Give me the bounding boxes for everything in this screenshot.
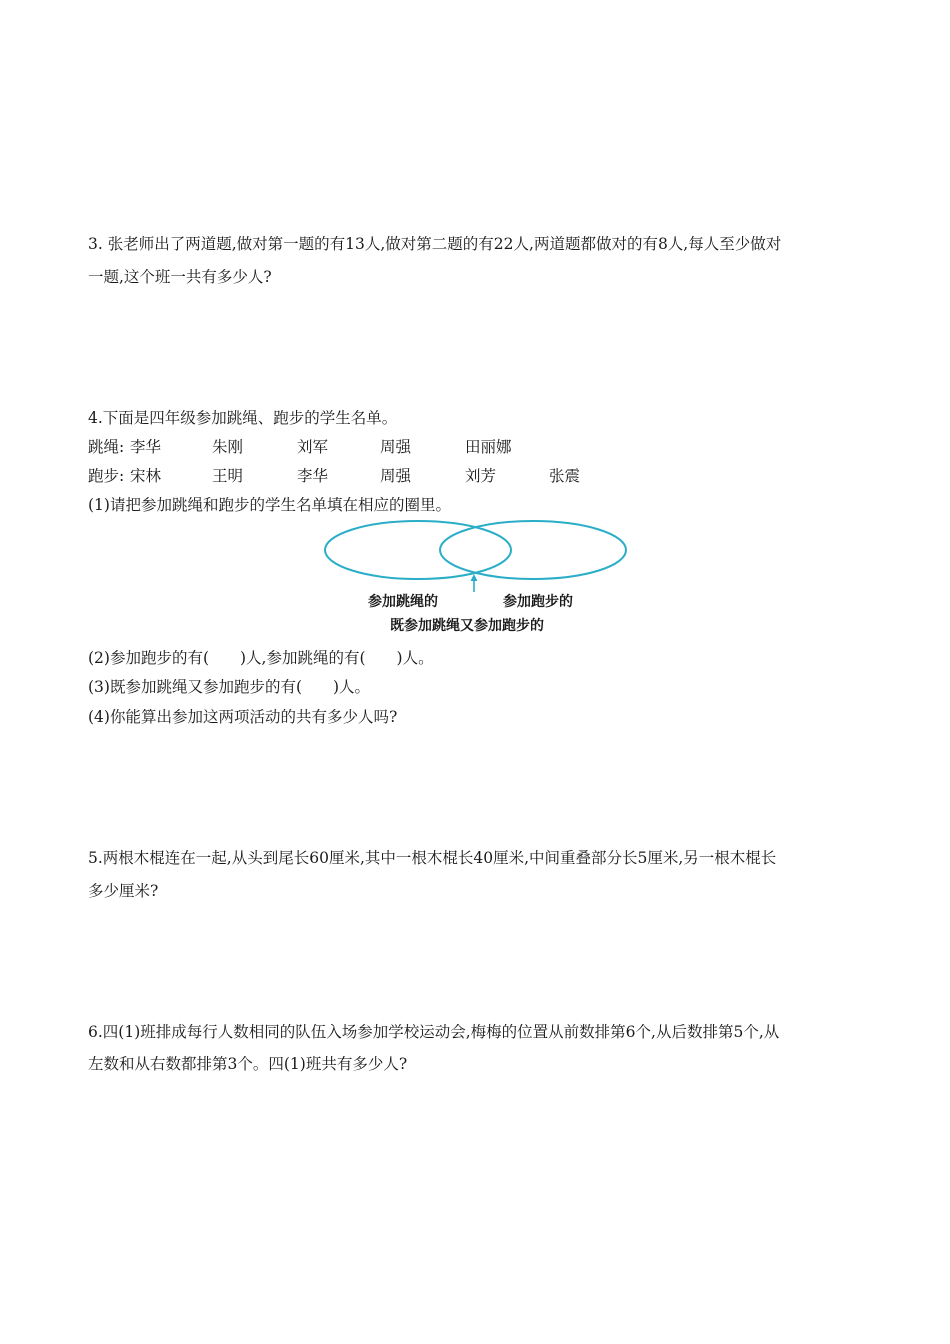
q5-line2: 多少厘米? <box>88 882 159 900</box>
q4-part1: (1)请把参加跳绳和跑步的学生名单填在相应的圈里。 <box>88 496 451 514</box>
q4-part4: (4)你能算出参加这两项活动的共有多少人吗? <box>88 708 398 726</box>
q6-line1: 6.四(1)班排成每行人数相同的队伍入场参加学校运动会,梅梅的位置从前数排第6个,从后数排第5个,从 <box>88 1023 780 1041</box>
run-name: 张震 <box>549 467 581 485</box>
venn-both-label: 既参加跳绳又参加跑步的 <box>390 618 544 634</box>
rope-name: 田丽娜 <box>465 438 512 456</box>
rope-name: 李华 <box>130 438 162 456</box>
arrow-head-icon <box>471 574 478 581</box>
venn-run-label: 参加跑步的 <box>503 594 573 610</box>
rope-name: 朱刚 <box>212 438 244 456</box>
q4-part3: (3)既参加跳绳又参加跑步的有( )人。 <box>88 678 371 696</box>
run-name: 宋林 <box>130 467 162 485</box>
rope-name: 周强 <box>380 438 412 456</box>
q3-line2: 一题,这个班一共有多少人? <box>88 268 272 286</box>
rope-label: 跳绳: <box>88 438 125 456</box>
run-name: 刘芳 <box>465 467 497 485</box>
venn-rope-circle <box>325 521 511 579</box>
venn-rope-label: 参加跳绳的 <box>368 594 438 610</box>
q4-part2: (2)参加跑步的有( )人,参加跳绳的有( )人。 <box>88 649 434 667</box>
run-name: 李华 <box>297 467 329 485</box>
q3-line1: 3. 张老师出了两道题,做对第一题的有13人,做对第二题的有22人,两道题都做对的有8人,每人至少做对 <box>88 235 782 253</box>
q4-intro: 4.下面是四年级参加跳绳、跑步的学生名单。 <box>88 409 398 427</box>
rope-name: 刘军 <box>297 438 329 456</box>
q6-line2: 左数和从右数都排第3个。四(1)班共有多少人? <box>88 1055 408 1073</box>
run-name: 周强 <box>380 467 412 485</box>
venn-diagram <box>318 512 638 594</box>
run-name: 王明 <box>212 467 244 485</box>
run-label: 跑步: <box>88 467 125 485</box>
q5-line1: 5.两根木棍连在一起,从头到尾长60厘米,其中一根木棍长40厘米,中间重叠部分长5厘米,另一根木棍长 <box>88 849 777 867</box>
venn-run-circle <box>440 521 626 579</box>
